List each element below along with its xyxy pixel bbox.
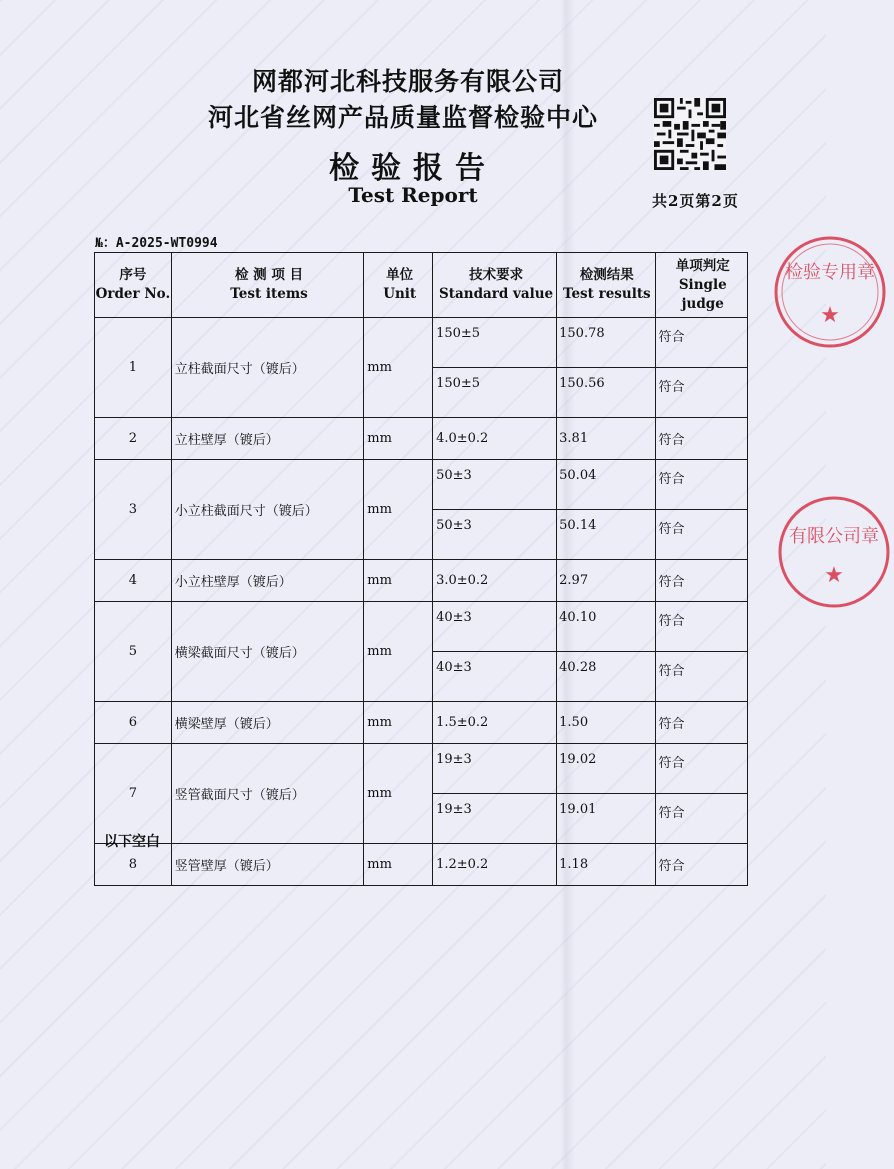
order-no: 8 — [95, 844, 172, 886]
page-count: 共2页第2页 — [652, 192, 739, 210]
header-single-judge: 单项判定 Single judge — [655, 253, 748, 318]
svg-text:★: ★ — [820, 303, 840, 328]
judgement: 符合 — [655, 702, 748, 744]
table-row — [95, 702, 748, 744]
order-no: 7 — [95, 744, 172, 844]
table-row — [95, 418, 748, 460]
test-result: 50.04 — [557, 460, 655, 510]
inspection-center-name: 河北省丝网产品质量监督检验中心 — [207, 103, 598, 132]
test-result: 1.50 — [557, 702, 655, 744]
test-item: 立柱壁厚（镀后） — [171, 418, 363, 460]
test-result: 1.18 — [557, 844, 655, 886]
standard-value: 40±3 — [433, 602, 557, 652]
standard-value: 40±3 — [433, 652, 557, 702]
table-row — [95, 602, 748, 652]
test-result: 40.28 — [557, 652, 655, 702]
test-item: 小立柱壁厚（镀后） — [171, 560, 363, 602]
unit: mm — [364, 418, 433, 460]
judgement: 符合 — [655, 460, 748, 510]
test-result: 150.56 — [557, 368, 655, 418]
standard-value: 50±3 — [433, 510, 557, 560]
judgement: 符合 — [655, 602, 748, 652]
standard-value: 1.2±0.2 — [433, 844, 557, 886]
judgement: 符合 — [655, 652, 748, 702]
standard-value: 50±3 — [433, 460, 557, 510]
header-standard-value: 技术要求 Standard value — [433, 253, 557, 318]
test-item: 立柱截面尺寸（镀后） — [171, 318, 363, 418]
unit: mm — [364, 560, 433, 602]
test-result: 19.02 — [557, 744, 655, 794]
test-result: 19.01 — [557, 794, 655, 844]
order-no: 3 — [95, 460, 172, 560]
test-item: 横梁截面尺寸（镀后） — [171, 602, 363, 702]
standard-value: 1.5±0.2 — [433, 702, 557, 744]
report-title-en: Test Report — [348, 183, 478, 207]
table-row — [95, 560, 748, 602]
header-order-no: 序号 Order No. — [95, 253, 172, 318]
unit: mm — [364, 744, 433, 844]
header-test-results: 检测结果 Test results — [557, 253, 655, 318]
qr-code-icon — [654, 98, 726, 170]
unit: mm — [364, 602, 433, 702]
standard-value: 19±3 — [433, 794, 557, 844]
standard-value: 3.0±0.2 — [433, 560, 557, 602]
unit: mm — [364, 844, 433, 886]
standard-value: 4.0±0.2 — [433, 418, 557, 460]
test-item: 小立柱截面尺寸（镀后） — [171, 460, 363, 560]
seal-stamp-icon — [770, 232, 890, 352]
judgement: 符合 — [655, 318, 748, 368]
order-no: 1 — [95, 318, 172, 418]
judgement: 符合 — [655, 844, 748, 886]
svg-text:★: ★ — [824, 563, 844, 588]
judgement: 符合 — [655, 368, 748, 418]
report-number: №：A-2025-WT0994 — [95, 236, 218, 251]
judgement: 符合 — [655, 744, 748, 794]
test-item: 竖管壁厚（镀后） — [171, 844, 363, 886]
report-title-cn: 检验报告 — [329, 151, 497, 186]
table-row — [95, 318, 748, 368]
svg-text:有限公司章: 有限公司章 — [789, 526, 879, 547]
test-result: 150.78 — [557, 318, 655, 368]
header-unit: 单位 Unit — [364, 253, 433, 318]
test-result: 40.10 — [557, 602, 655, 652]
company-seal-icon — [774, 492, 894, 612]
test-item: 竖管截面尺寸（镀后） — [171, 744, 363, 844]
table-header-row — [95, 253, 748, 318]
judgement: 符合 — [655, 794, 748, 844]
standard-value: 150±5 — [433, 318, 557, 368]
judgement: 符合 — [655, 510, 748, 560]
standard-value: 150±5 — [433, 368, 557, 418]
test-item: 横梁壁厚（镀后） — [171, 702, 363, 744]
header-test-items: 检 测 项 目 Test items — [171, 253, 363, 318]
test-result: 50.14 — [557, 510, 655, 560]
unit: mm — [364, 318, 433, 418]
unit: mm — [364, 702, 433, 744]
standard-value: 19±3 — [433, 744, 557, 794]
test-result: 3.81 — [557, 418, 655, 460]
table-row — [95, 744, 748, 794]
judgement: 符合 — [655, 560, 748, 602]
svg-text:检验专用章: 检验专用章 — [785, 262, 875, 283]
table-row — [95, 844, 748, 886]
unit: mm — [364, 460, 433, 560]
order-no: 4 — [95, 560, 172, 602]
test-result: 2.97 — [557, 560, 655, 602]
order-no: 6 — [95, 702, 172, 744]
blank-below-note: 以下空白 — [104, 834, 160, 850]
judgement: 符合 — [655, 418, 748, 460]
order-no: 2 — [95, 418, 172, 460]
order-no: 5 — [95, 602, 172, 702]
company-name: 网都河北科技服务有限公司 — [251, 67, 564, 96]
table-row — [95, 460, 748, 510]
test-results-table — [94, 252, 748, 886]
